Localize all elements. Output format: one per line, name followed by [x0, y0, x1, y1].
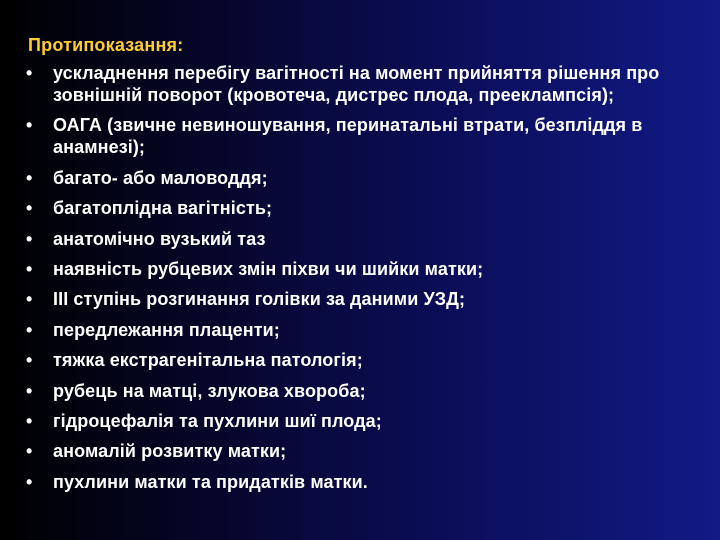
- list-item: [25, 471, 695, 493]
- bullet-icon: •: [26, 167, 33, 188]
- list-item: [25, 62, 695, 106]
- bullet-icon: •: [26, 410, 33, 431]
- slide-title: Протипоказання:: [28, 35, 184, 55]
- list-item-text: аномалій розвитку матки;: [53, 441, 287, 462]
- list-item: [25, 319, 695, 341]
- list-item-text: ОАГА (звичне невиношування, перинатальні втрати, безпліддя в анамнезі);: [53, 115, 643, 158]
- bullet-icon: •: [26, 441, 33, 462]
- list-item-text: багатоплідна вагітність;: [53, 198, 273, 219]
- list-item-text: пухлини матки та придатків матки.: [53, 471, 368, 492]
- list-item: [25, 167, 695, 189]
- bullet-icon: •: [26, 258, 33, 279]
- list-item: [25, 258, 695, 280]
- list-item: [25, 288, 695, 310]
- list-item: [25, 228, 695, 250]
- bullet-icon: •: [26, 198, 33, 219]
- list-item: [25, 349, 695, 371]
- bullet-icon: •: [26, 289, 33, 310]
- list-item-text: анатомічно вузький таз: [53, 228, 266, 249]
- list-item-text: передлежання плаценти;: [53, 319, 280, 340]
- bullet-icon: •: [26, 63, 33, 83]
- list-item-text: гідроцефалія та пухлини шиї плода;: [53, 410, 382, 431]
- list-item-text: тяжка екстрагенітальна патологія;: [53, 350, 363, 371]
- list-item-text: ускладнення перебігу вагітності на момент прийняття рішення про зовнішній поворот (кровотеча, дистрес плода, прееклампсія);: [53, 63, 660, 105]
- list-item-text: наявність рубцевих змін піхви чи шийки матки;: [53, 258, 484, 279]
- bullet-icon: •: [26, 471, 33, 492]
- list-item-text: рубець на матці, злукова хвороба;: [53, 380, 366, 401]
- list-item: [25, 380, 695, 402]
- bullet-icon: •: [26, 319, 33, 340]
- list-item: [25, 114, 695, 158]
- bullet-icon: •: [26, 380, 33, 401]
- bullet-icon: •: [26, 350, 33, 371]
- contraindications-list: [25, 62, 695, 501]
- list-item: [25, 410, 695, 432]
- list-item: [25, 440, 695, 462]
- bullet-icon: •: [26, 115, 33, 136]
- list-item: [25, 197, 695, 219]
- bullet-icon: •: [26, 228, 33, 249]
- list-item-text: ІІІ ступінь розгинання голівки за даними УЗД;: [53, 289, 466, 310]
- list-item-text: багато- або маловоддя;: [53, 167, 268, 188]
